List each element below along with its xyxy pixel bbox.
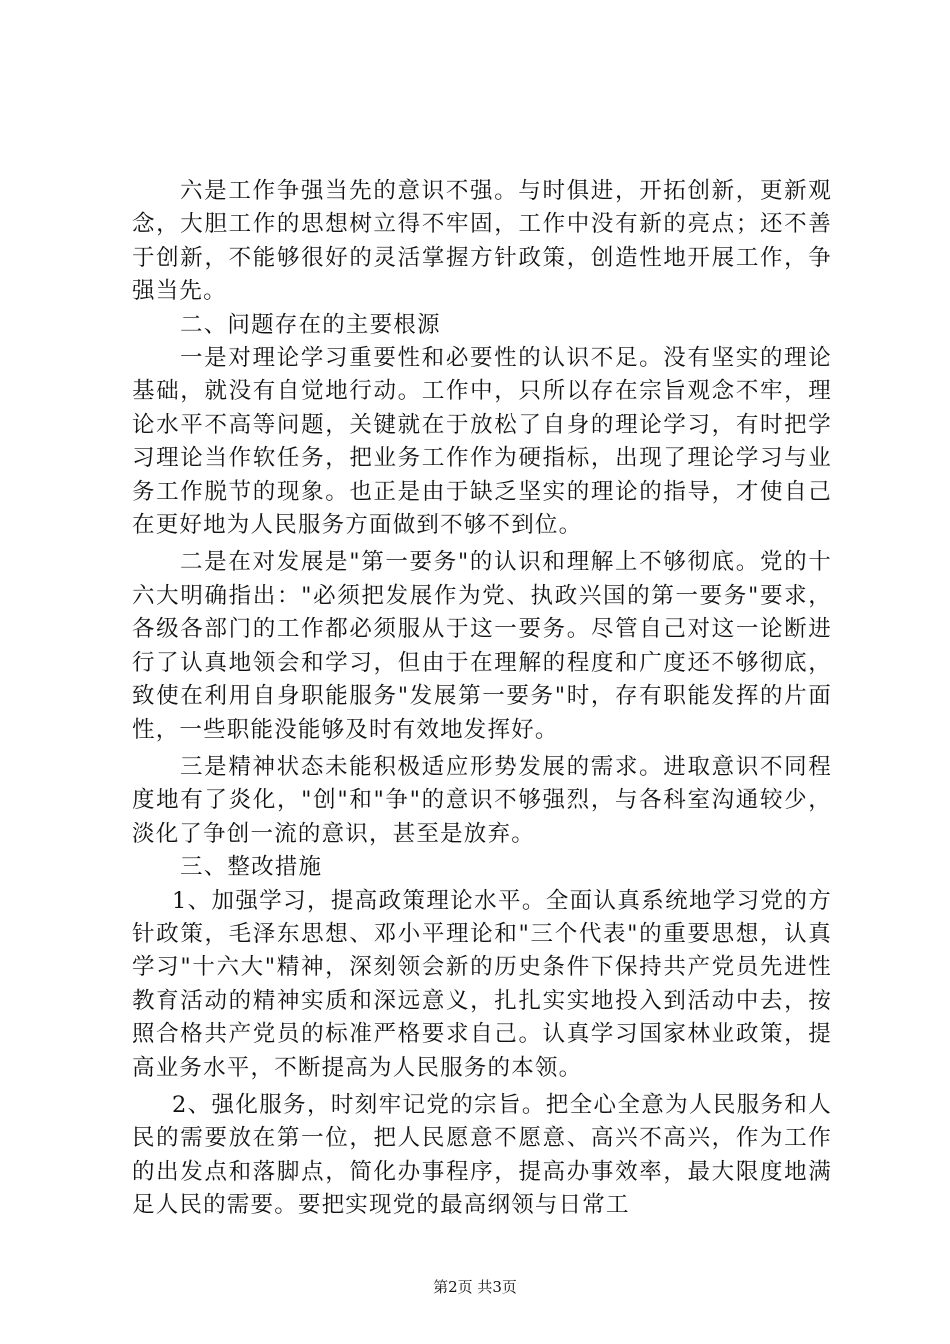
- paragraph-6: 2、强化服务，时刻牢记党的宗旨。把全心全意为人民服务和人民的需要放在第一位，把人民愿意不愿意、高兴不高兴，作为工作的出发点和落脚点，简化办事程序，提高办事效率，最大限度地满足人民的需要。要把实现党的最高纲领与日常工: [132, 1091, 832, 1219]
- page-number-footer: 第2页 共3页: [433, 1278, 517, 1296]
- section-heading-2: 二、问题存在的主要根源: [180, 311, 441, 338]
- paragraph-3: 二是在对发展是"第一要务"的认识和理解上不够彻底。党的十六大明确指出："必须把发展作为党、执政兴国的第一要务"要求，各级各部门的工作都必须服从于这一要务。尽管自己对这一论断进行了认真地领会和学习，但由于在理解的程度和广度还不够彻底，致使在利用自身职能服务"发展第一要务"时，存有职能发挥的片面性，一些职能没能够及时有效地发挥好。: [132, 549, 832, 743]
- document-body: [132, 175, 832, 1223]
- paragraph-2: 一是对理论学习重要性和必要性的认识不足。没有坚实的理论基础，就没有自觉地行动。工作中，只所以存在宗旨观念不牢，理论水平不高等问题，关键就在于放松了自身的理论学习，有时把学习理论当作软任务，把业务工作作为硬指标，出现了理论学习与业务工作脱节的现象。也正是由于缺乏坚实的理论的指导，才使自己在更好地为人民服务方面做到不够不到位。: [132, 345, 832, 539]
- paragraph-4: 三是精神状态未能积极适应形势发展的需求。进取意识不同程度地有了炎化，"创"和"争"的意识不够强烈，与各科室沟通较少，淡化了争创一流的意识，甚至是放弃。: [132, 753, 832, 847]
- paragraph-1: 六是工作争强当先的意识不强。与时俱进，开拓创新，更新观念，大胆工作的思想树立得不牢固，工作中没有新的亮点；还不善于创新，不能够很好的灵活掌握方针政策，创造性地开展工作，争强当先。: [132, 178, 832, 305]
- paragraph-5: 1、加强学习，提高政策理论水平。全面认真系统地学习党的方针政策，毛泽东思想、邓小平理论和"三个代表"的重要思想，认真学习"十六大"精神，深刻领会新的历史条件下保持共产党员先进性教育活动的精神实质和深远意义，扎扎实实地投入到活动中去，按照合格共产党员的标准严格要求自己。认真学习国家林业政策，提高业务水平，不断提高为人民服务的本领。: [132, 887, 832, 1081]
- section-heading-3: 三、整改措施: [180, 854, 323, 881]
